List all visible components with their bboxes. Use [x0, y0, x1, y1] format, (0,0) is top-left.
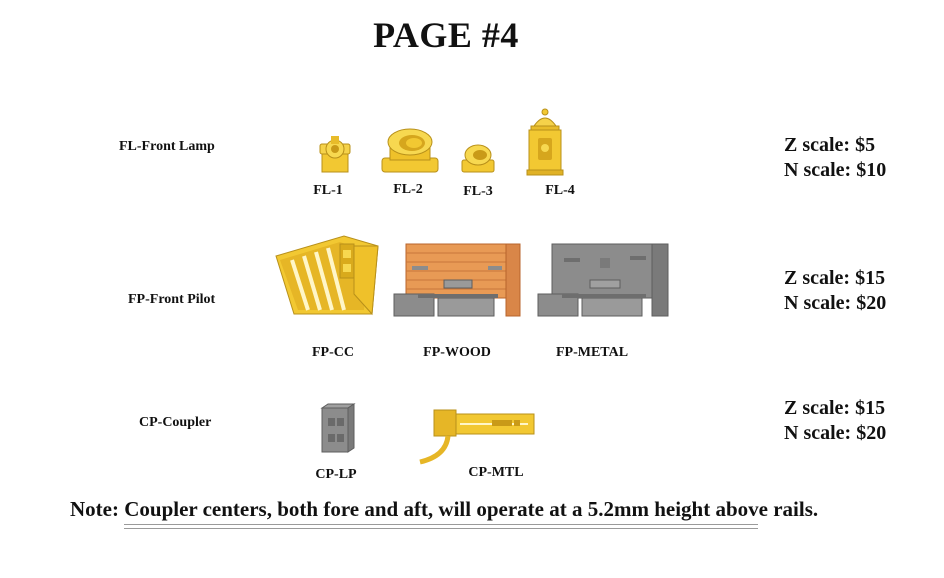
item-label-cp-mtl: CP-MTL — [468, 465, 524, 480]
item-label-fp-wood: FP-WOOD — [423, 345, 491, 360]
fp-metal-image — [538, 244, 668, 316]
fp-wood-image — [394, 244, 520, 316]
category-front-pilot: FP-Front Pilot — [128, 292, 216, 307]
item-label-fp-cc: FP-CC — [312, 345, 354, 360]
price-n-scale: N scale: $20 — [784, 422, 887, 444]
item-label-fl-2: FL-2 — [393, 182, 423, 197]
coupler-note — [70, 497, 818, 522]
item-label-cp-lp: CP-LP — [315, 467, 357, 482]
category-coupler: CP-Coupler — [139, 415, 212, 430]
price-block-coupler — [784, 396, 886, 446]
price-z-scale: Z scale: $5 — [784, 134, 876, 156]
price-z-scale: Z scale: $15 — [784, 397, 886, 419]
price-block-front-lamp — [784, 133, 886, 183]
item-label-fl-3: FL-3 — [463, 184, 493, 199]
page-title: PAGE #4 — [373, 15, 519, 55]
fp-cc-image — [274, 234, 380, 316]
fl-1-image — [318, 134, 352, 174]
fl-2-image — [380, 128, 440, 174]
cp-lp-image — [320, 404, 354, 454]
price-z-scale: Z scale: $15 — [784, 267, 886, 289]
note-prefix: Note: — [70, 497, 125, 521]
item-label-fl-1: FL-1 — [313, 183, 343, 198]
category-front-lamp: FL-Front Lamp — [119, 139, 215, 154]
note-underline — [124, 524, 758, 529]
fl-4-image — [526, 108, 564, 176]
item-label-fl-4: FL-4 — [545, 183, 575, 198]
item-label-fp-metal: FP-METAL — [555, 345, 629, 360]
price-block-front-pilot — [784, 266, 886, 316]
cp-mtl-image — [418, 408, 536, 466]
fl-3-image — [460, 144, 496, 174]
note-text: Coupler centers, both fore and aft, will operate at a 5.2mm height above rails. — [124, 497, 819, 521]
price-n-scale: N scale: $10 — [784, 159, 887, 181]
price-n-scale: N scale: $20 — [784, 292, 887, 314]
